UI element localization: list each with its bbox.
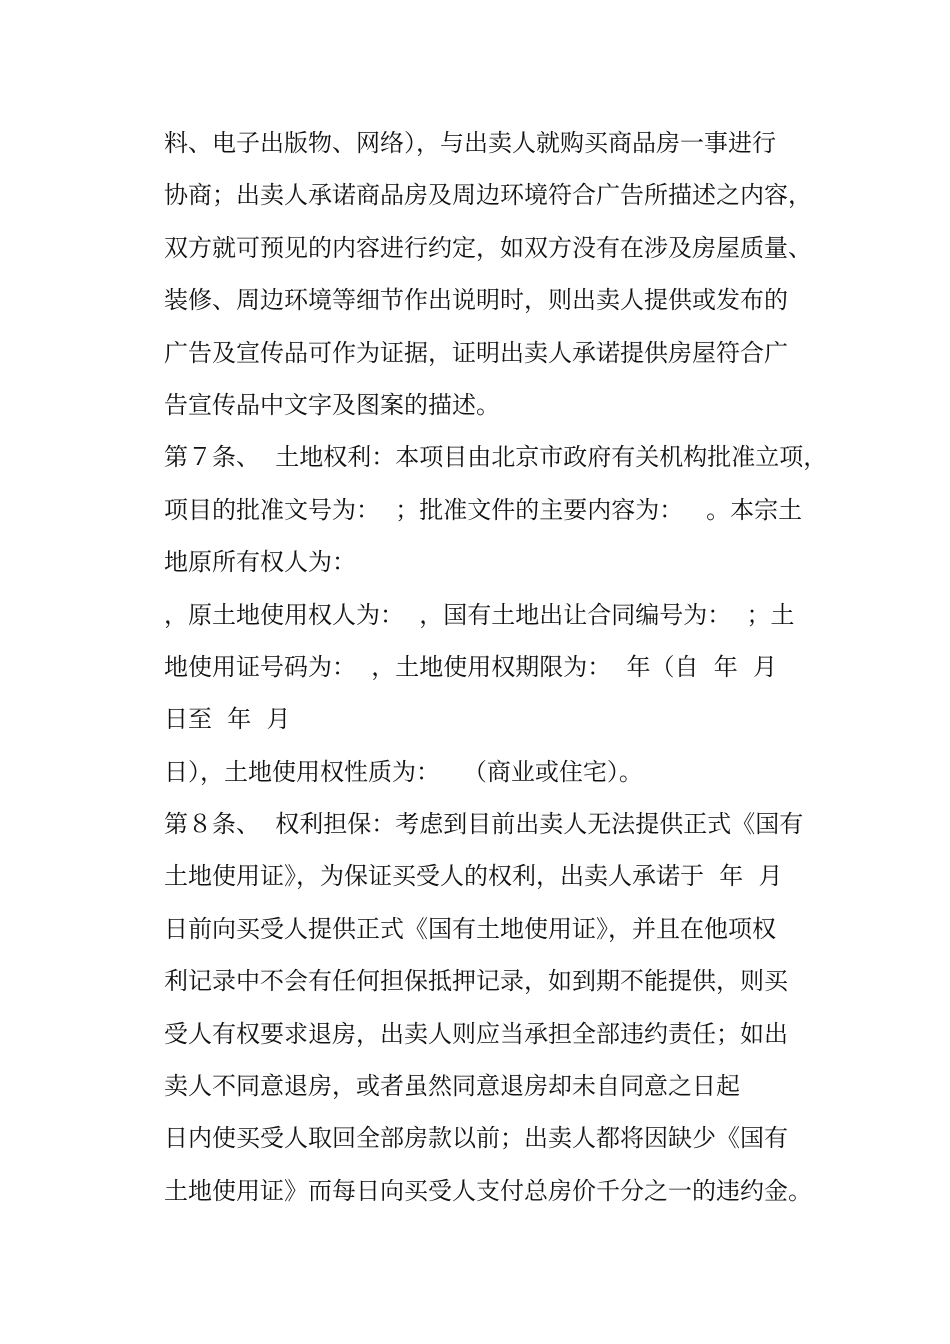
text-line: 广告及宣传品可作为证据，证明出卖人承诺提供房屋符合广 [164,338,788,367]
text-line: 双方就可预见的内容进行约定，如双方没有在涉及房屋质量、 [164,233,812,262]
text-line: ，原土地使用权人为： ，国有土地出让合同编号为： ；土 [164,600,795,629]
text-line: 告宣传品中文字及图案的描述。 [164,390,500,419]
text-line: 土地使用证》，为保证买受人的权利，出卖人承诺于 年 月 [164,862,783,891]
text-line: 料、电子出版物、网络），与出卖人就购买商品房一事进行 [164,129,776,157]
text-line: 日前向买受人提供正式《国有土地使用证》，并且在他项权 [164,914,776,943]
article-7-heading-line: 第７条、 土地权利：本项目由北京市政府有关机构批准立项， [164,443,828,472]
text-line: 项目的批准文号为： ；批准文件的主要内容为： 。本宗土 [164,495,803,524]
text-line: 受人有权要求退房，出卖人则应当承担全部违约责任；如出 [164,1019,788,1048]
contract-body-text [164,117,828,1217]
article-8-heading-line: 第８条、 权利担保：考虑到目前出卖人无法提供正式《国有 [164,810,804,839]
text-line: 日内使买受人取回全部房款以前；出卖人都将因缺少《国有 [164,1124,788,1153]
text-line: 装修、周边环境等细节作出说明时，则出卖人提供或发布的 [164,286,788,315]
text-line: 卖人不同意退房，或者虽然同意退房却未自同意之日起 [164,1072,740,1101]
text-line: 利记录中不会有任何担保抵押记录，如到期不能提供，则买 [164,967,788,996]
text-line: 协商；出卖人承诺商品房及周边环境符合广告所描述之内容， [164,181,812,210]
text-line: 地原所有权人为： [164,548,356,577]
text-line: 地使用证号码为： ，土地使用权期限为： 年（自 年 月 [164,652,778,681]
text-line: 日至 年 月 [164,705,291,734]
text-line: 土地使用证》而每日向买受人支付总房价千分之一的违约金。 [164,1176,812,1205]
text-line: 日），土地使用权性质为： （商业或住宅）。 [164,757,643,786]
